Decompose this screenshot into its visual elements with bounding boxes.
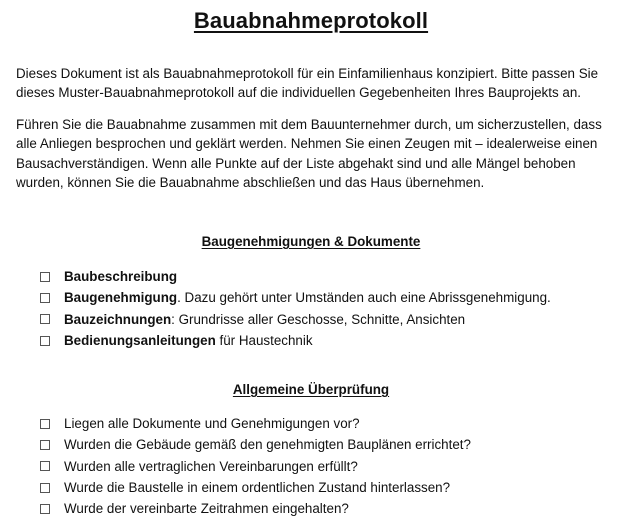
checkbox-icon[interactable] [40,336,50,346]
item-text: Liegen alle Dokumente und Genehmigungen vor? [64,416,360,432]
section-heading-documents: Baugenehmigungen & Dokumente [201,234,421,249]
checklist-documents [40,266,610,351]
checkbox-icon[interactable] [40,293,50,303]
item-bold-text: Bauzeichnungen [64,311,172,327]
checklist-item [40,330,610,351]
checklist-general-check [40,413,610,519]
section-heading-general-check: Allgemeine Überprüfung [232,382,390,397]
checklist-item [40,413,610,434]
document-title: Bauabnahmeprotokoll [193,8,429,33]
checklist-item [40,477,610,498]
checklist-item [40,287,610,308]
checklist-item [40,309,610,330]
instructions-paragraph: Führen Sie die Bauabnahme zusammen mit dem Bauunternehmer durch, um sicherzustellen, dass alle Anliegen besprochen und geklärt werden. Nehmen Sie einen Zeugen mit – idealerweise einen Bausachverständigen. Wenn alle Punkte auf der Liste abgehakt sind und alle Mängel behoben wurden, können Sie die Bauabnahme abschließen und das Haus übernehmen. [16,117,602,190]
checkbox-icon[interactable] [40,504,50,514]
checklist-item [40,266,610,287]
item-bold-text: Baugenehmigung [64,290,178,306]
item-text: Wurde die Baustelle in einem ordentlichen Zustand hinterlassen? [64,480,451,496]
item-text: Wurden alle vertraglichen Vereinbarungen erfüllt? [64,458,358,474]
checklist-item [40,434,610,455]
item-bold-text: Bedienungsanleitungen [64,333,216,349]
checklist-item [40,456,610,477]
checkbox-icon[interactable] [40,419,50,429]
item-text: Wurden die Gebäude gemäß den genehmigten Bauplänen errichtet? [64,437,471,453]
checklist-item [40,498,610,519]
checkbox-icon[interactable] [40,461,50,471]
checkbox-icon[interactable] [40,440,50,450]
item-text: für Haustechnik [215,333,313,349]
item-text: Wurde der vereinbarte Zeitrahmen eingehalten? [64,501,349,517]
checkbox-icon[interactable] [40,314,50,324]
intro-paragraph: Dieses Dokument ist als Bauabnahmeprotokoll für ein Einfamilienhaus konzipiert. Bitte passen Sie dieses Muster-Bauabnahmeprotokoll auf die individuellen Gegebenheiten Ihres Bauprojekts an. [16,66,599,101]
item-bold-text: Baubeschreibung [64,269,178,285]
checkbox-icon[interactable] [40,272,50,282]
item-text: . Dazu gehört unter Umständen auch eine Abrissgenehmigung. [177,290,551,306]
checkbox-icon[interactable] [40,483,50,493]
item-text: : Grundrisse aller Geschosse, Schnitte, Ansichten [171,311,466,327]
